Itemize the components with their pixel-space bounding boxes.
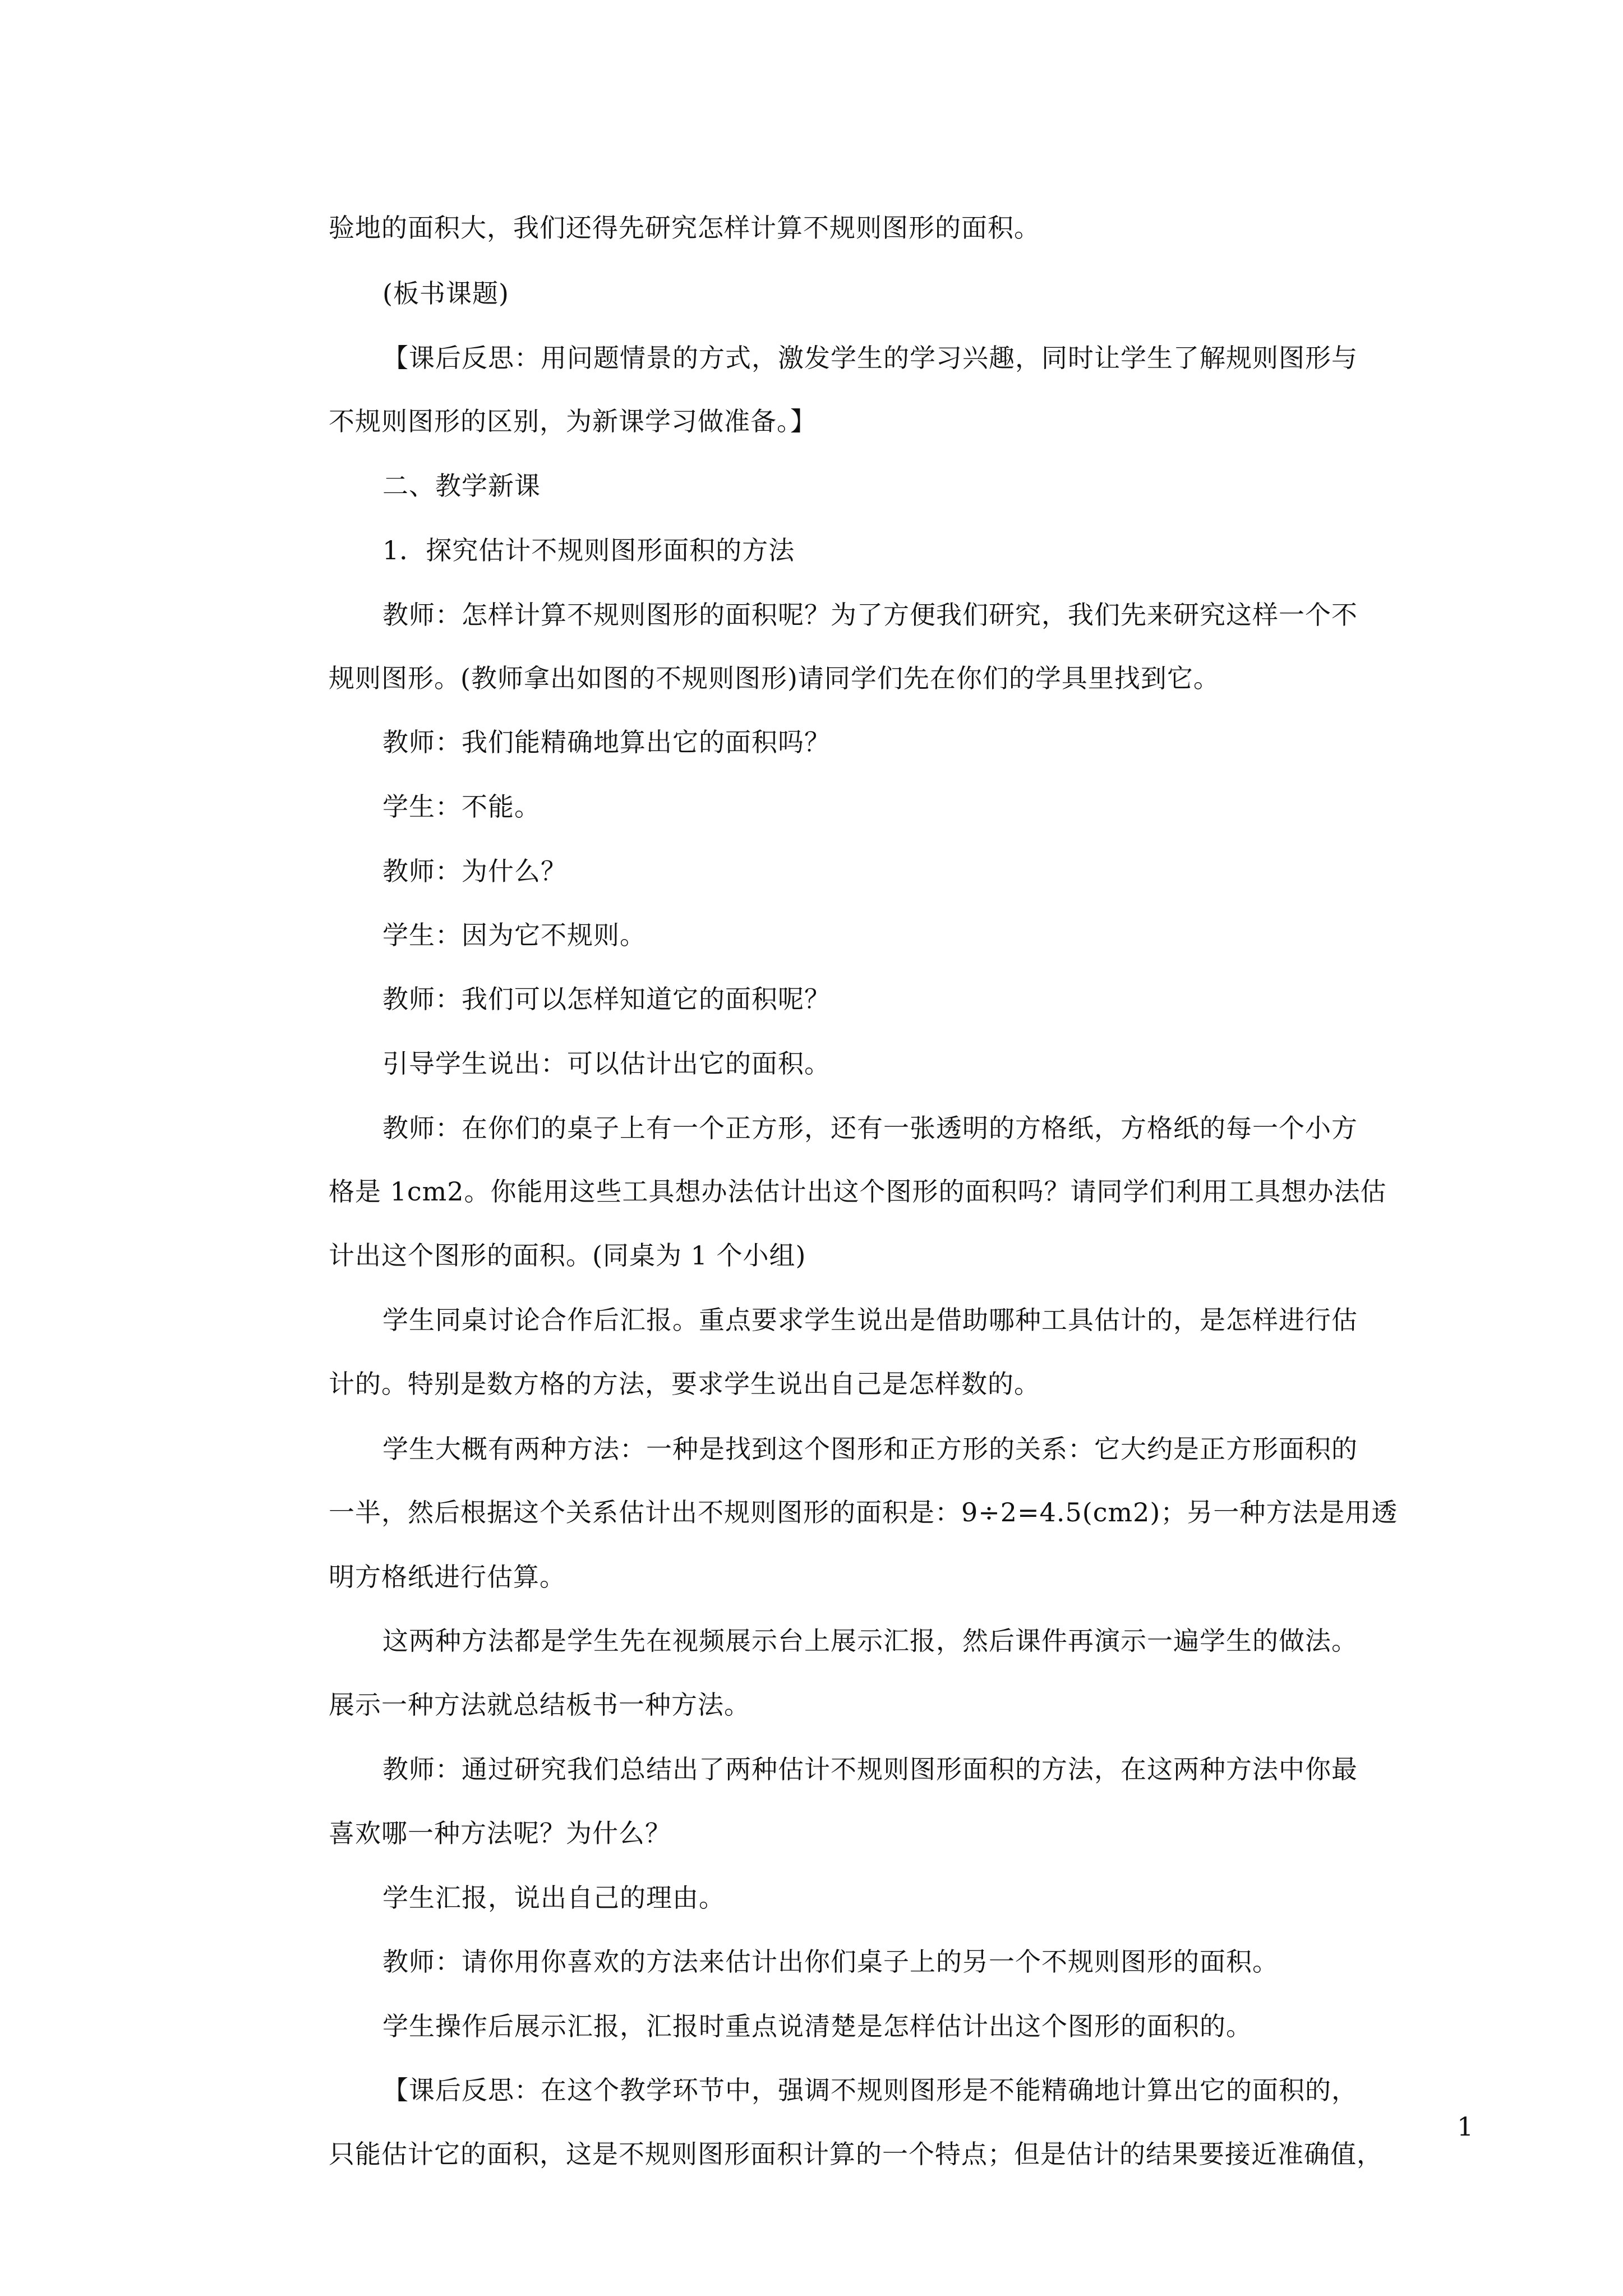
text-line: 教师：我们能精确地算出它的面积吗？ — [382, 727, 831, 757]
text-line: 教师：通过研究我们总结出了两种估计不规则图形面积的方法，在这两种方法中你最 — [382, 1754, 1358, 1784]
text-line: 学生汇报，说出自己的理由。 — [382, 1883, 725, 1913]
text-line: 教师：我们可以怎样知道它的面积呢？ — [382, 984, 831, 1014]
text-line: 学生操作后展示汇报，汇报时重点说清楚是怎样估计出这个图形的面积的。 — [382, 2011, 1252, 2041]
text-line: 展示一种方法就总结板书一种方法。 — [329, 1690, 750, 1720]
page-number: 1 — [1457, 2111, 1474, 2142]
text-line: 这两种方法都是学生先在视频展示台上展示汇报，然后课件再演示一遍学生的做法。 — [382, 1626, 1358, 1656]
text-line: 学生：不能。 — [382, 792, 541, 822]
text-line: 引导学生说出：可以估计出它的面积。 — [382, 1048, 831, 1079]
text-line: 计的。特别是数方格的方法，要求学生说出自己是怎样数的。 — [329, 1369, 1040, 1399]
text-line: 1．探究估计不规则图形面积的方法 — [382, 535, 795, 565]
text-line: 教师：为什么？ — [382, 856, 567, 886]
text-line: 学生：因为它不规则。 — [382, 920, 646, 950]
text-line: 教师：在你们的桌子上有一个正方形，还有一张透明的方格纸，方格纸的每一个小方 — [382, 1113, 1358, 1143]
text-line: 验地的面积大，我们还得先研究怎样计算不规则图形的面积。 — [329, 213, 1040, 243]
text-line: 只能估计它的面积，这是不规则图形面积计算的一个特点；但是估计的结果要接近准确值， — [329, 2139, 1383, 2169]
text-line: 明方格纸进行估算。 — [329, 1562, 566, 1592]
text-line: 计出这个图形的面积。(同桌为 1 个小组) — [329, 1240, 806, 1271]
text-line: 【课后反思：用问题情景的方式，激发学生的学习兴趣，同时让学生了解规则图形与 — [382, 343, 1358, 373]
text-line: 喜欢哪一种方法呢？为什么？ — [329, 1818, 671, 1848]
text-line: 学生同桌讨论合作后汇报。重点要求学生说出是借助哪种工具估计的，是怎样进行估 — [382, 1305, 1358, 1335]
text-line: 教师：怎样计算不规则图形的面积呢？为了方便我们研究，我们先来研究这样一个不 — [382, 600, 1358, 630]
text-line: 学生大概有两种方法：一种是找到这个图形和正方形的关系：它大约是正方形面积的 — [382, 1434, 1358, 1464]
text-line: 规则图形。(教师拿出如图的不规则图形)请同学们先在你们的学具里找到它。 — [329, 663, 1220, 693]
text-line: 二、教学新课 — [382, 471, 541, 501]
text-line: 不规则图形的区别，为新课学习做准备。】 — [329, 406, 817, 436]
text-line: 【课后反思：在这个教学环节中，强调不规则图形是不能精确地计算出它的面积的， — [382, 2075, 1358, 2105]
text-line: 教师：请你用你喜欢的方法来估计出你们桌子上的另一个不规则图形的面积。 — [382, 1947, 1279, 1977]
text-line: 格是 1cm2。你能用这些工具想办法估计出这个图形的面积吗？请同学们利用工具想办法估 — [329, 1176, 1387, 1207]
text-line: (板书课题) — [382, 278, 509, 309]
text-line: 一半，然后根据这个关系估计出不规则图形的面积是：9÷2=4.5(cm2)；另一种方法是用透 — [329, 1497, 1398, 1527]
